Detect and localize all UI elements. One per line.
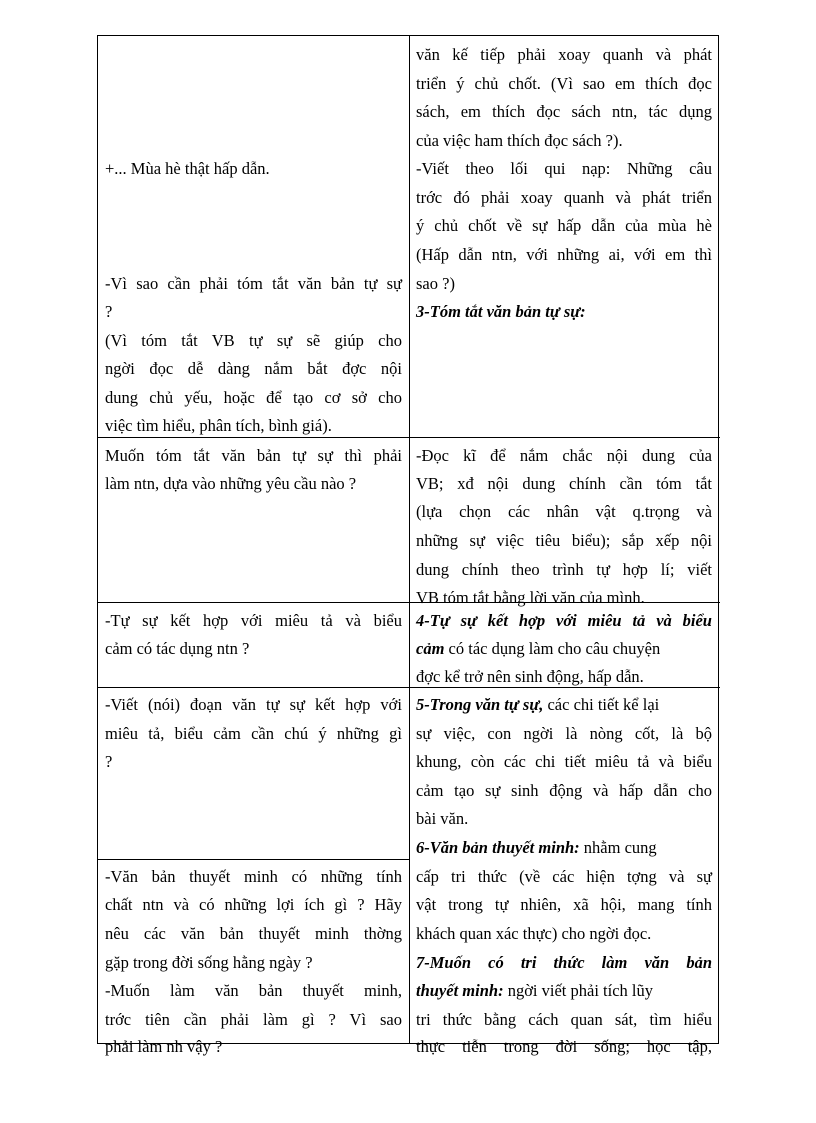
- right-line: trớc đó phải xoay quanh và phát triển: [416, 188, 712, 207]
- right-line: cảm tạo sự sinh động và hấp dẫn cho: [416, 781, 712, 800]
- right-line: [416, 838, 712, 858]
- right-line: vật trong tự nhiên, xã hội, mang tính: [416, 895, 712, 914]
- right-line: bài văn.: [416, 809, 469, 828]
- left-line: phải làm nh vậy ?: [105, 1037, 223, 1056]
- right-line: văn kế tiếp phải xoay quanh và phát: [416, 45, 712, 64]
- row-divider: [98, 437, 720, 438]
- inline-text: có tác dụng làm cho câu chuyện: [444, 639, 661, 658]
- left-line: trớc tiên cần phải làm gì ? Vì sao: [105, 1010, 402, 1029]
- left-line: nêu các văn bản thuyết minh thờng: [105, 924, 402, 943]
- right-line: cấp tri thức (về các hiện tợng và sự: [416, 867, 712, 886]
- right-line: sự việc, con ngời là nòng cốt, là bộ: [416, 724, 712, 743]
- left-line: ?: [105, 752, 113, 771]
- right-line: [416, 981, 712, 1001]
- inline-text: nhằm cung: [579, 838, 657, 857]
- right-line: VB tóm tắt bằng lời văn của mình.: [416, 588, 645, 607]
- section-heading: 5-Trong văn tự sự,: [416, 695, 544, 714]
- right-line: thực tiễn trong đời sống; học tập,: [416, 1037, 712, 1056]
- left-line: miêu tả, biểu cảm cần chú ý những gì: [105, 724, 402, 743]
- right-line: dung chính theo trình tự hợp lí; viết: [416, 560, 712, 579]
- content-table: [97, 35, 719, 1056]
- right-line: (Hấp dẫn ntn, với những ai, với em thì: [416, 245, 712, 264]
- section-heading: cảm: [416, 639, 445, 658]
- right-line: VB; xđ nội dung chính cần tóm tắt: [416, 474, 712, 493]
- column-divider: [409, 36, 410, 1043]
- right-line: [416, 695, 712, 715]
- section-heading: 4-Tự sự kết hợp với miêu tả và biểu: [416, 611, 712, 630]
- right-line: tri thức bằng cách quan sát, tìm hiểu: [416, 1010, 712, 1029]
- section-heading: thuyết minh:: [416, 981, 504, 1000]
- left-line: -Muốn làm văn bản thuyết minh,: [105, 981, 402, 1000]
- left-line: -Tự sự kết hợp với miêu tả và biểu: [105, 611, 402, 630]
- left-line: -Vì sao cần phải tóm tắt văn bản tự sự: [105, 274, 402, 293]
- left-line: +... Mùa hè thật hấp dẫn.: [105, 159, 270, 178]
- inline-text: ngời viết phải tích lũy: [503, 981, 653, 1000]
- left-line: dung chủ yếu, hoặc để tạo cơ sở cho: [105, 388, 402, 407]
- right-line: (lựa chọn các nhân vật q.trọng và: [416, 502, 712, 521]
- section-heading: 7-Muốn có tri thức làm văn bản: [416, 953, 712, 972]
- right-line: ý chủ chốt về sự hấp dẫn của mùa hè: [416, 216, 712, 235]
- left-line: việc tìm hiểu, phân tích, bình giá).: [105, 416, 332, 435]
- right-line: khung, còn các chi tiết miêu tả và biểu: [416, 752, 712, 771]
- left-line: -Văn bản thuyết minh có những tính: [105, 867, 402, 886]
- right-line: sao ?): [416, 274, 455, 293]
- right-line: sách, em thích đọc sách ntn, tác dụng: [416, 102, 712, 121]
- left-line: (Vì tóm tắt VB tự sự sẽ giúp cho: [105, 331, 402, 350]
- inline-text: các chi tiết kể lại: [543, 695, 660, 714]
- section-heading: 6-Văn bản thuyết minh:: [416, 838, 580, 857]
- right-line: đợc kể trở nên sinh động, hấp dẫn.: [416, 667, 644, 686]
- right-line: -Đọc kĩ để nắm chắc nội dung của: [416, 446, 712, 465]
- section-heading: 3-Tóm tắt văn bản tự sự:: [416, 302, 586, 321]
- row-divider: [98, 859, 409, 860]
- left-line: Muốn tóm tắt văn bản tự sự thì phải: [105, 446, 402, 465]
- left-line: làm ntn, dựa vào những yêu cầu nào ?: [105, 474, 357, 493]
- right-line: -Viết theo lối qui nạp: Những câu: [416, 159, 712, 178]
- right-line: khách quan xác thực) cho ngời đọc.: [416, 924, 652, 943]
- row-divider: [98, 687, 720, 688]
- right-line: [416, 639, 712, 659]
- left-line: ngời đọc dễ dàng nắm bắt đợc nội: [105, 359, 402, 378]
- right-line: triển ý chủ chốt. (Vì sao em thích đọc: [416, 74, 712, 93]
- right-line: của việc ham thích đọc sách ?).: [416, 131, 623, 150]
- left-line: -Viết (nói) đoạn văn tự sự kết hợp với: [105, 695, 402, 714]
- left-line: cảm có tác dụng ntn ?: [105, 639, 250, 658]
- left-line: chất ntn và có những lợi ích gì ? Hãy: [105, 895, 402, 914]
- right-line: những sự việc tiêu biểu); sắp xếp nội: [416, 531, 712, 550]
- left-line: ?: [105, 302, 113, 321]
- left-line: gặp trong đời sống hằng ngày ?: [105, 953, 313, 972]
